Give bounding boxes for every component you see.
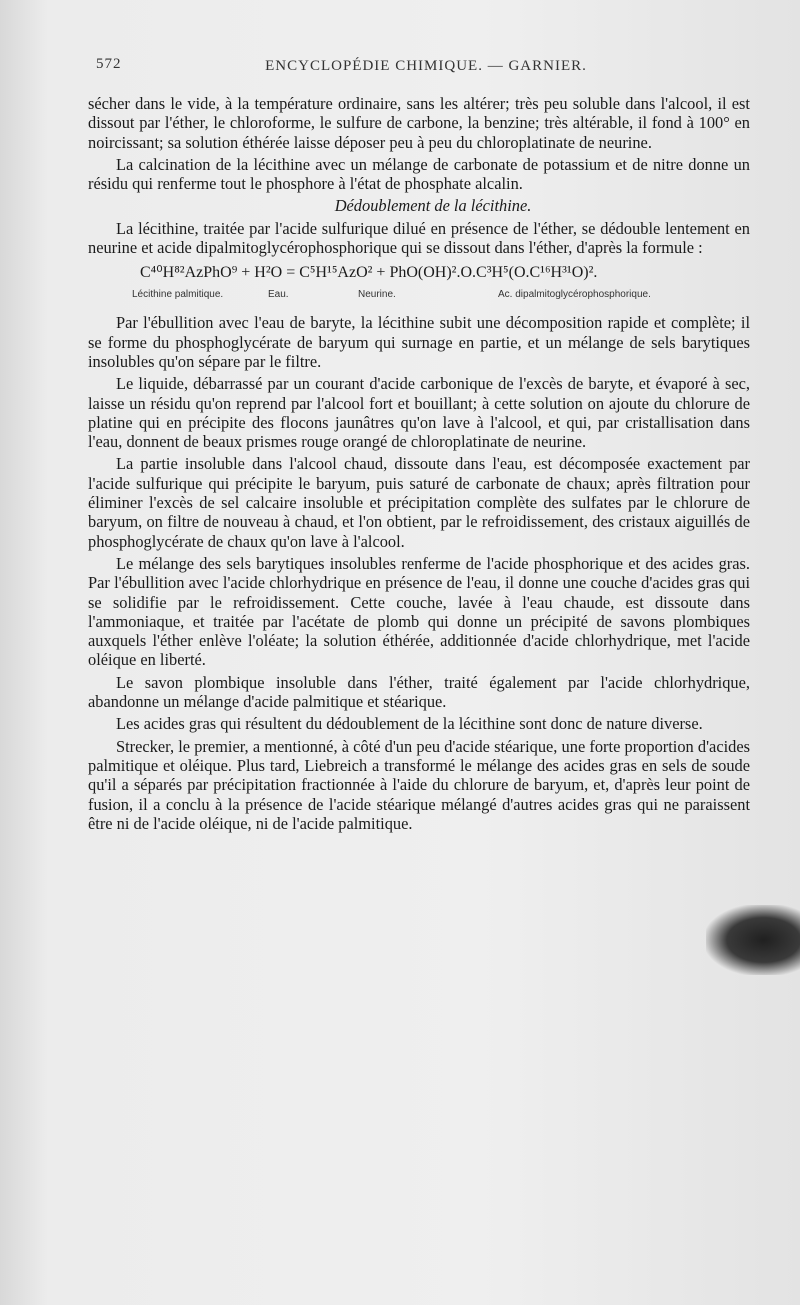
paragraph: Strecker, le premier, a mentionné, à côté d'un peu d'acide stéarique, une forte proportion d'acides palmitique et oléique. Plus tard, Liebreich a transformé le mélange des acides gras en sels de soude qu'il a séparés par précipitation fractionnée à l'aide du chlorure de baryum, et, d'après leur point de fusion, il a conclu à la présence de l'acide stéarique mélangé d'autres acides gras qui ne paraissent être ni de l'acide oléique, ni de l'acide palmitique.: [88, 736, 750, 833]
paragraph: Par l'ébullition avec l'eau de baryte, la lécithine subit une décomposition rapide et complète; il se forme du phosphoglycérate de baryum qui surnage en partie, et un mélange de sels barytiques insolubles qu'on sépare par le filtre.: [88, 313, 750, 371]
running-title: ENCYCLOPÉDIE CHIMIQUE. — GARNIER.: [265, 58, 587, 74]
ink-smudge: [706, 905, 800, 975]
body-text: [88, 94, 750, 836]
chemical-formula: [88, 263, 750, 303]
paragraph: La lécithine, traitée par l'acide sulfurique dilué en présence de l'éther, se dédouble lentement en neurine et acide dipalmitoglycérophosphorique qui se dissout dans l'éther, d'après la formule :: [88, 218, 750, 258]
paragraph: La partie insoluble dans l'alcool chaud, dissoute dans l'eau, est décomposée exactement par l'acide sulfurique qui précipite le baryum, puis saturé de carbonate de chaux; après filtration pour éliminer l'excès de sel calcaire insoluble et précipitation complète des sulfates par le chlorure de baryum, on filtre de nouveau à chaud, et l'on obtient, par le refroidissement, des cristaux aiguillés de phosphoglycérate de chaux qu'on lave à l'alcool.: [88, 454, 750, 551]
paragraph: Le mélange des sels barytiques insolubles renferme de l'acide phosphorique et des acides gras. Par l'ébullition avec l'acide chlorhydrique en présence de l'eau, il donne une couche d'acides gras qui se solidifie par le refroidissement. Cette couche, lavée à l'eau chaude, est dissoute dans l'ammoniaque, et traitée par l'acétate de plomb qui donne un précipité de savons plombiques auxquels l'éther enlève l'oléate; la solution éthérée, additionnée d'acide chlorhydrique, met l'acide oléique en liberté.: [88, 553, 750, 670]
paragraph: Les acides gras qui résultent du dédoublement de la lécithine sont donc de nature diverse.: [116, 714, 703, 734]
formula-equation: C⁴⁰H⁸²AzPhO⁹ + H²O = C⁵H¹⁵AzO² + PhO(OH)².O.C³H⁵(O.C¹⁶H³¹O)².: [140, 264, 598, 282]
formula-label: Neurine.: [358, 289, 396, 301]
page-header: [96, 56, 756, 80]
formula-label: Ac. dipalmitoglycérophosphorique.: [498, 289, 651, 301]
page-number: 572: [96, 56, 122, 72]
paragraph: Le savon plombique insoluble dans l'éther, traité également par l'acide chlorhydrique, abandonne un mélange d'acide palmitique et stéarique.: [88, 672, 750, 712]
formula-label: Eau.: [268, 289, 289, 301]
formula-label: Lécithine palmitique.: [132, 289, 224, 301]
section-title: Dédoublement de la lécithine.: [334, 196, 532, 216]
paragraph: sécher dans le vide, à la température ordinaire, sans les altérer; très peu soluble dans l'alcool, il est dissout par l'éther, le chloroforme, le sulfure de carbone, la benzine; très altérable, il fond à 100° en noircissant; sa solution éthérée laisse déposer peu à peu du chloroplatinate de neurine.: [88, 94, 750, 152]
paragraph: Le liquide, débarrassé par un courant d'acide carbonique de l'excès de baryte, et évaporé à sec, laisse un résidu qu'on reprend par l'alcool fort et bouillant; à cette solution on ajoute du chlorure de platine qui en précipite des flocons jaunâtres qu'on lave à l'alcool, et qui, par cristallisation dans l'eau, donnent de beaux prismes rouge orangé de chloroplatinate de neurine.: [88, 374, 750, 452]
paragraph: La calcination de la lécithine avec un mélange de carbonate de potassium et de nitre donne un résidu qui renferme tout le phosphore à l'état de phosphate alcalin.: [88, 154, 750, 194]
